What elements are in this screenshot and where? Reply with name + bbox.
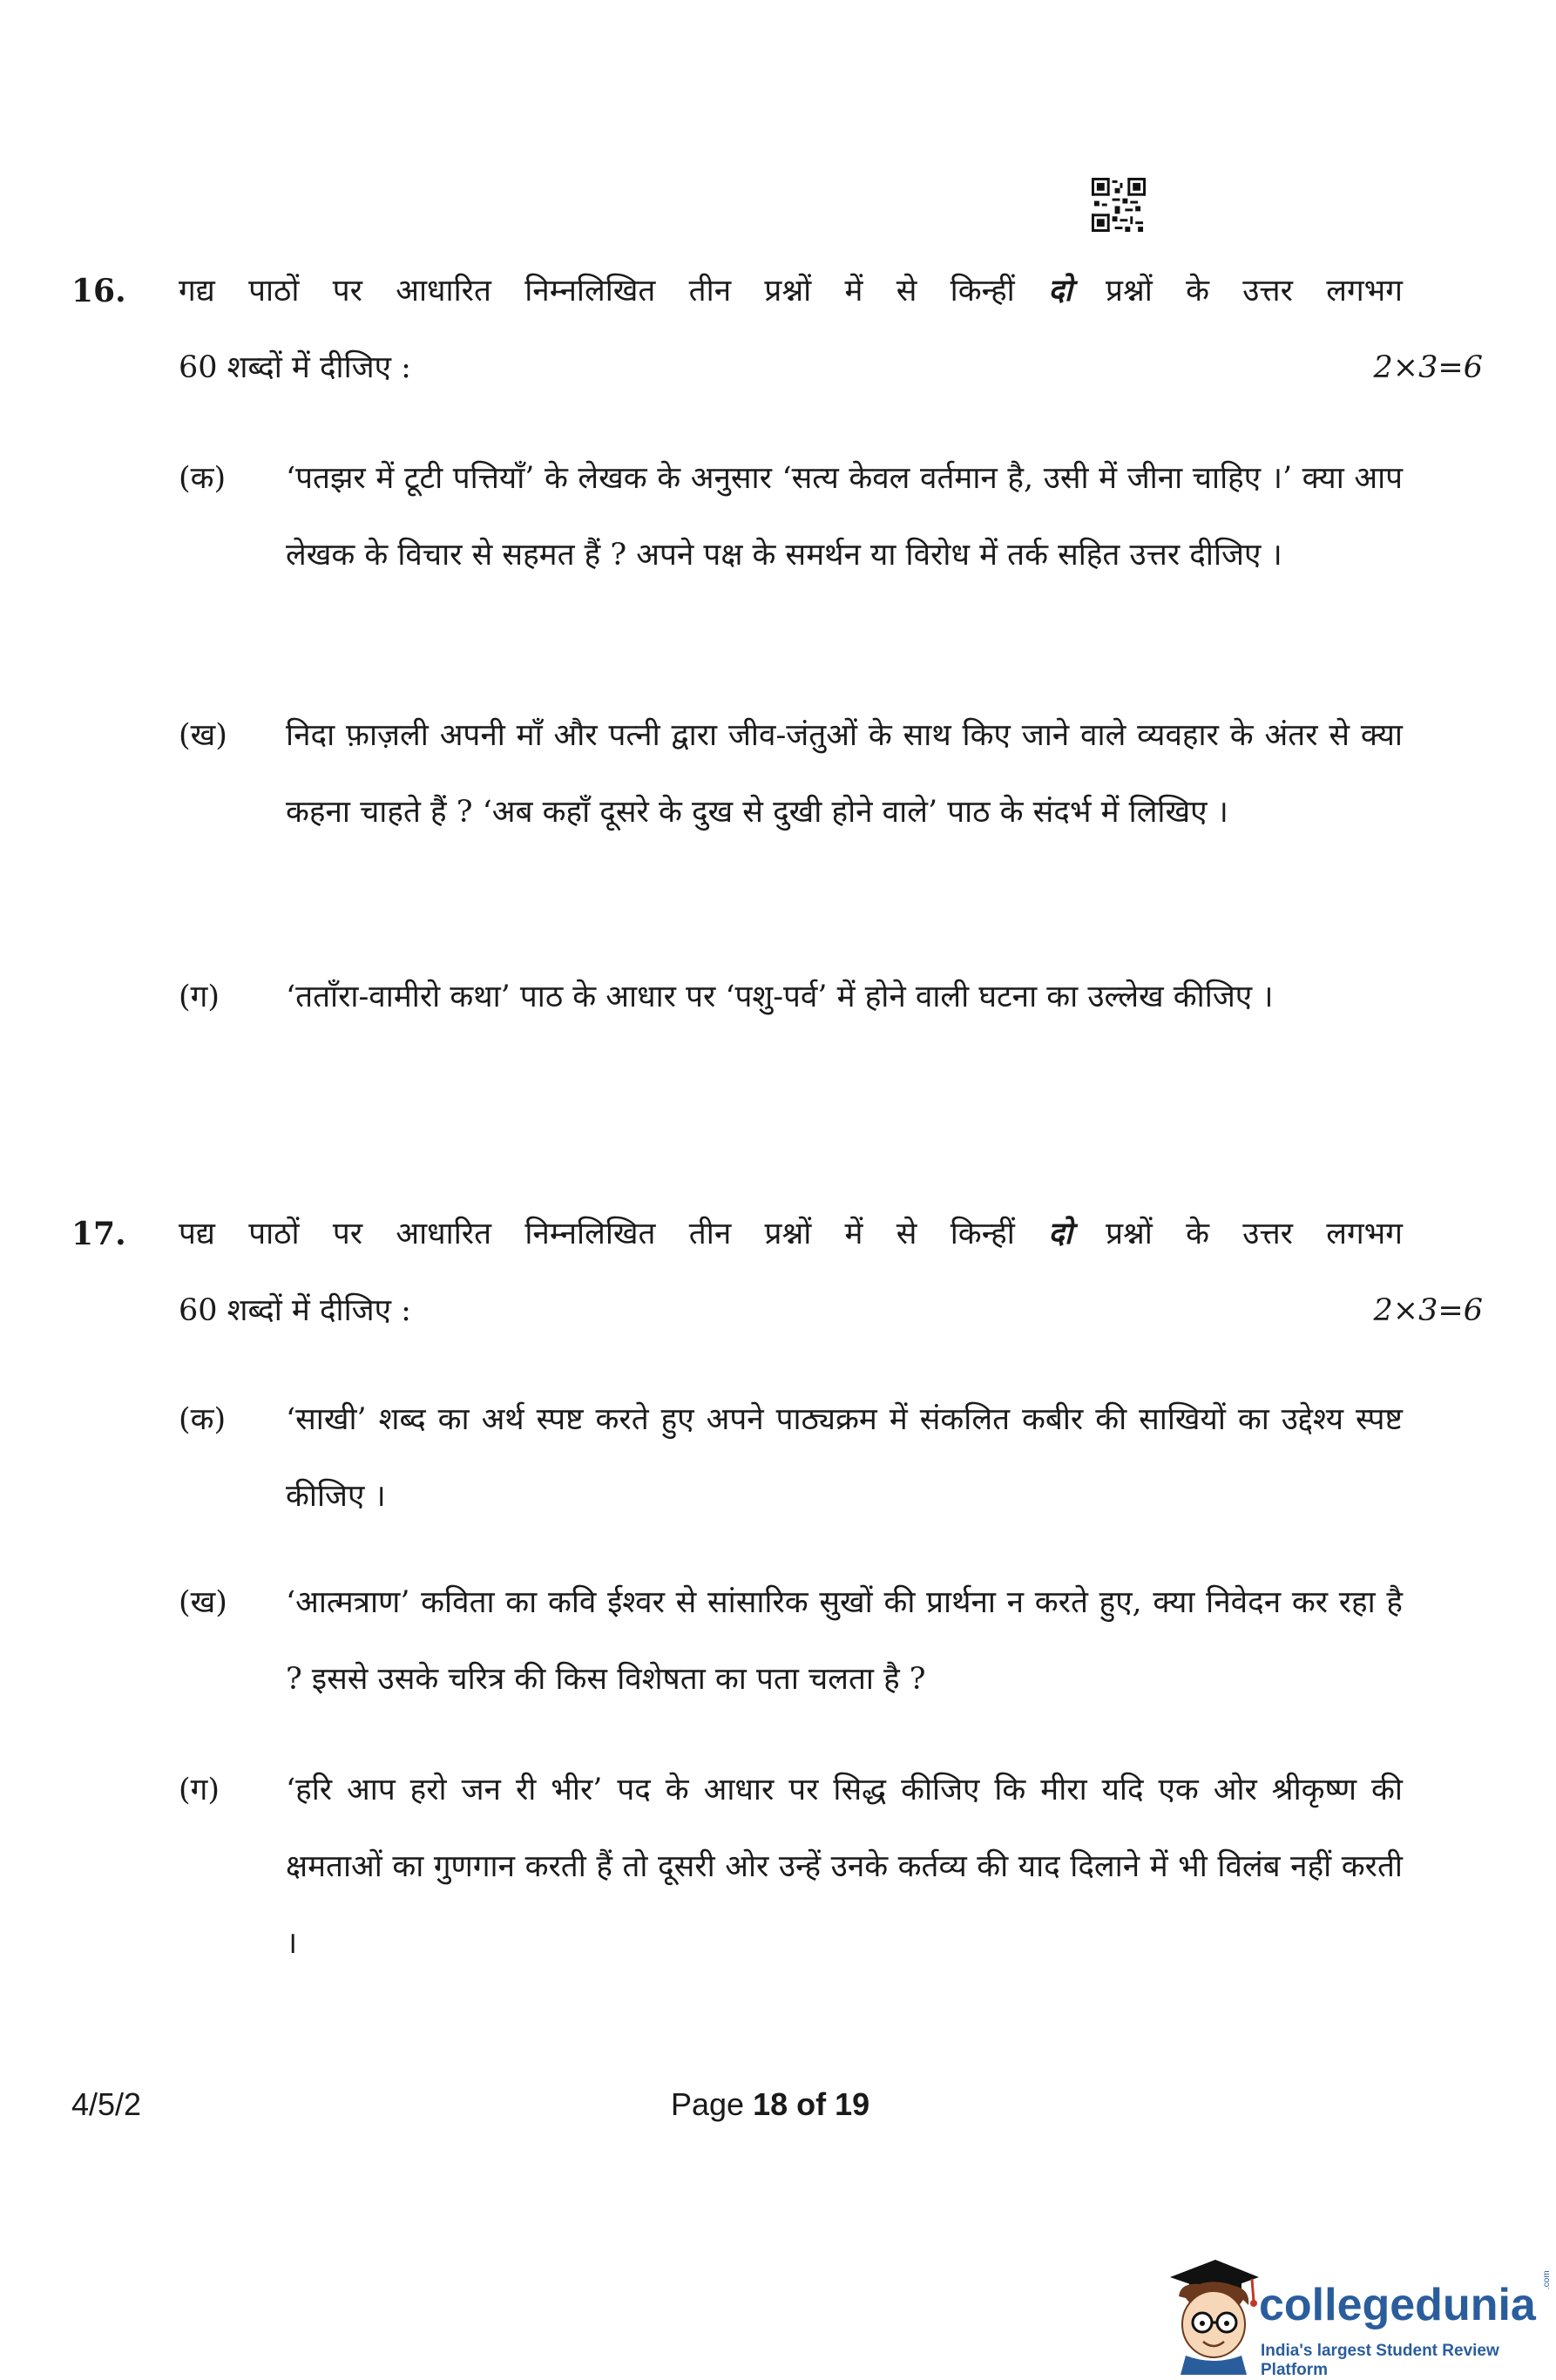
part-label: (क) <box>179 1402 227 1437</box>
question-number: 16. <box>71 273 126 309</box>
brand-tagline: India's largest Student Review Platform <box>1261 2342 1499 2379</box>
page-of: of <box>788 2086 836 2122</box>
mascot-icon <box>1154 2244 1268 2375</box>
instruction-text: गद्य पाठों पर आधारित निम्नलिखित तीन प्रश्नों में से किन्हीं <box>179 274 1049 309</box>
brand-name: collegedunia <box>1259 2280 1536 2330</box>
part-label: (ख) <box>179 718 227 753</box>
part-text: ‘हरि आप हरो जन री भीर’ पद के आधार पर सिद्ध कीजिए कि मीरा यदि एक ओर श्रीकृष्ण की क्षमताओं का गुणगान करती हैं तो दूसरी ओर उन्हें उनके कर्तव्य की याद दिलाने में भी विलंब नहीं करती । <box>286 1773 1403 1961</box>
part-label: (क) <box>179 461 227 496</box>
page-total: 19 <box>835 2086 870 2122</box>
marks-allocation: 2×3=6 <box>1373 350 1483 385</box>
question-instruction <box>179 253 1403 329</box>
part-text: ‘साखी’ शब्द का अर्थ स्पष्ट करते हुए अपने पाठ्यक्रम में संकलित कबीर की साखियों का उद्देश्य स्पष्ट कीजिए । <box>286 1402 1403 1514</box>
page-indicator <box>671 2086 869 2123</box>
part-text: ‘तताँरा-वामीरो कथा’ पाठ के आधार पर ‘पशु-पर्व’ में होने वाली घटना का उल्लेख कीजिए । <box>286 980 1274 1014</box>
question-instruction-line2 <box>179 329 1483 406</box>
instruction-continued: 60 शब्दों में दीजिए : <box>179 1293 411 1328</box>
instruction-emphasis: दो <box>1048 273 1072 309</box>
part-label: (ग) <box>179 980 220 1014</box>
part-text: ‘पतझर में टूटी पत्तियाँ’ के लेखक के अनुसार ‘सत्य केवल वर्तमान है, उसी में जीना चाहिए ।’ क्या आप लेखक के विचार से सहमत हैं ? अपने पक्ष के समर्थन या विरोध में तर्क सहित उत्तर दीजिए । <box>286 461 1403 573</box>
part-label: (ख) <box>179 1585 227 1620</box>
part-label: (ग) <box>179 1773 220 1807</box>
question-instruction <box>179 1196 1403 1272</box>
part-text: ‘आत्मत्राण’ कविता का कवि ईश्वर से सांसारिक सुखों की प्रार्थना न करते हुए, क्या निवेदन कर रहा है ? इससे उसके चरित्र की किस विशेषता का पता चलता है ? <box>286 1585 1403 1697</box>
instruction-emphasis: दो <box>1048 1216 1072 1251</box>
part-text: निदा फ़ाज़ली अपनी माँ और पत्नी द्वारा जीव-जंतुओं के साथ किए जाने वाले व्यवहार के अंतर से क्या कहना चाहते हैं ? ‘अब कहाँ दूसरे के दुख से दुखी होने वाले’ पाठ के संदर्भ में लिखिए । <box>286 718 1403 830</box>
instruction-continued: 60 शब्दों में दीजिए : <box>179 350 411 385</box>
qr-code-icon <box>1092 178 1146 232</box>
instruction-text-end: प्रश्नों के उत्तर लगभग <box>1072 1217 1403 1251</box>
page-prefix: Page <box>671 2086 754 2122</box>
page-current: 18 <box>753 2086 788 2122</box>
brand-domain: .com <box>1542 2270 1552 2289</box>
instruction-text: पद्य पाठों पर आधारित निम्नलिखित तीन प्रश्नों में से किन्हीं <box>179 1217 1049 1251</box>
brand-logo <box>1154 2244 1552 2379</box>
paper-code: 4/5/2 <box>71 2086 142 2122</box>
question-instruction-line2 <box>179 1272 1483 1349</box>
question-number: 17. <box>71 1216 126 1252</box>
instruction-text-end: प्रश्नों के उत्तर लगभग <box>1072 274 1403 309</box>
marks-allocation: 2×3=6 <box>1373 1293 1483 1328</box>
